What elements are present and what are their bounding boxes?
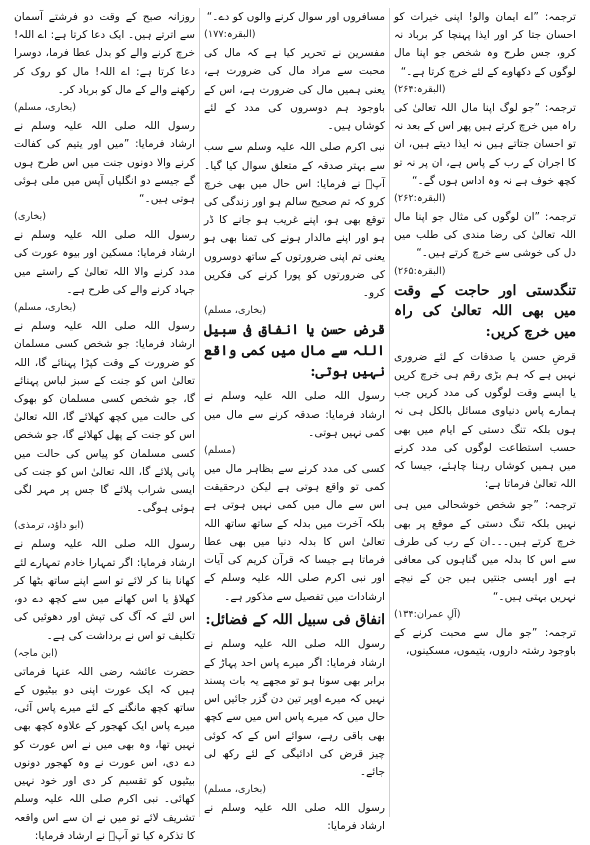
citation: (ابن ماجہ)	[14, 647, 58, 659]
citation: (بخاری، مسلم)	[14, 102, 77, 114]
citation: (البقرہ:۲۶۴)	[394, 83, 446, 95]
paragraph: ترجمہ: ”جو لوگ اپنا مال اللہ تعالیٰ کی راہ میں خرچ کرتے ہیں پھر اس کے بعد نہ تو احسان جتاتے ہیں نہ ایذا دیتے ہیں، ان کا اجران کے رب کے پاس ہے، ان پر نہ تو کچھ خوف ہے نہ وہ اداس ہوں گے۔“	[394, 101, 576, 187]
citation: (البقرہ:۱۷۷)	[204, 29, 256, 41]
column-middle	[200, 8, 390, 833]
paragraph: حضرت عائشہ رضی اللہ عنہا فرماتی ہیں کہ ایک عورت اپنی دو بیٹیوں کے ساتھ کچھ مانگنے کے لئے میرے پاس آئی، میرے پاس ایک کھجور کے علاوہ کچھ بھی نہیں تھا، وہ بھی میں نے اس عورت کو دے دی، اس عورت نے وہ کھجور دونوں بیٹیوں کو تقسیم کر دی اور خود نہیں کھائی۔ نبی اکرم صلی اللہ علیہ وسلم تشریف لائے تو میں نے ان سے اس واقعہ کا تذکرہ کیا تو آپؐ نے ارشاد فرمایا:	[14, 665, 195, 842]
citation: (بخاری، مسلم)	[204, 305, 267, 317]
citation: (آلِ عمران:۱۳۴)	[394, 608, 461, 620]
paragraph: رسول اللہ صلی اللہ علیہ وسلم نے ارشاد فرمایا: صدقہ کرنے سے مال میں کمی نہیں ہوتی۔	[204, 390, 385, 439]
paragraph: مفسرین نے تحریر کیا ہے کہ مال کی محبت سے مراد مال کی ضرورت ہے، یعنی ہمیں مال کی ضرورت ہے، اس کے باوجود ہم دوسروں کی مدد کے لئے کوشاں ہیں۔	[204, 47, 385, 133]
paragraph: قرضِ حسن یا صدقات کے لئے ضروری نہیں ہے کہ ہم بڑی رقم ہی خرچ کریں یا ایسے وقت لوگوں کی مدد کریں جب ہمارے پاس دنیاوی مسائل بالکل ہی نہ ہوں بلکہ تنگ دستی کے ایام میں بھی حسب استطاعت لوگوں کی مدد کرنے میں ہمیں کوشاں رہنا چاہئے، جیسا کہ اللہ تعالیٰ فرماتا ہے:	[394, 350, 576, 491]
citation: (مسلم)	[204, 445, 236, 456]
paragraph: رسول اللہ صلی اللہ علیہ وسلم نے ارشاد فرمایا: اگر میرے پاس احد پہاڑ کے برابر بھی سونا ہو تو مجھے یہ بات پسند نہیں کہ میرے اوپر تین دن گزر جائیں اس حال میں کہ میرے پاس اس میں سے کچھ بھی باقی رہے، سوائے اس کے کہ کوئی چیز قرض کی ادائیگی کے لئے رکھ لی جائے۔	[204, 638, 385, 778]
paragraph: ترجمہ: ”اے ایمان والو! اپنی خیرات کو احسان جتا کر اور ایذا پہنچا کر برباد نہ کرو، جس طرح وہ شخص جو اپنا مال لوگوں کے دکھاوے کے لئے خرچ کرتا ہے۔“	[394, 11, 576, 78]
paragraph: رسول اللہ صلی اللہ علیہ وسلم نے ارشاد فرمایا: ”میں اور یتیم کی کفالت کرنے والا دونوں جنت میں اس طرح ہوں گے جیسے دو انگلیاں آپس میں ملی ہوئی ہوتی ہیں۔“	[14, 120, 195, 205]
text-columns	[10, 8, 580, 842]
section-heading: انفاق فی سبیل اللہ کے فضائل:	[205, 611, 385, 628]
citation: (بخاری، مسلم)	[204, 784, 267, 796]
section-heading: قرضِ حسن یا انفاق فی سبیل اللہ سے مال میں کمی واقع نہیں ہوتی:	[204, 322, 385, 380]
paragraph: کسی کی مدد کرنے سے بظاہر مال میں کمی تو واقع ہوتی ہے لیکن درحقیقت اس سے مال میں کمی نہیں ہوتی ہے بلکہ آخرت میں بدلہ کے ساتھ ساتھ اللہ تعالیٰ اس کا بدلہ دنیا میں بھی عطا فرماتا ہے جیسا کہ قرآن کریم کی آیات اور نبی اکرم صلی اللہ علیہ وسلم کے ارشادات میں تفصیل سے مذکور ہے۔	[204, 463, 385, 603]
paragraph: روزانہ صبح کے وقت دو فرشتے آسمان سے اترتے ہیں۔ ایک دعا کرتا ہے: اے اللہ! خرچ کرنے والے کو بدل عطا فرما، دوسرا دعا کرتا ہے: اے اللہ! مال کو روک کر رکھنے والے کے مال کو برباد کر۔	[14, 11, 195, 96]
paragraph: رسول اللہ صلی اللہ علیہ وسلم نے ارشاد فرمایا:	[204, 802, 385, 833]
paragraph: رسول اللہ صلی اللہ علیہ وسلم نے ارشاد فرمایا: اگر تمہارا خادم تمہارے لئے کھانا بنا کر لائے تو اسے اپنے ساتھ بٹھا کر کھلاؤ یا اس کھانے میں سے کچھ دے دو، اس لئے کہ آگ کی تپش اور دھوئیں کی تکلیف تو اس نے برداشت کی ہے۔	[14, 538, 195, 642]
section-heading: تنگدستی اور حاجت کے وقت میں بھی اللہ تعالیٰ کی راہ میں خرچ کریں:	[394, 282, 576, 340]
citation: (البقرہ:۲۶۲)	[394, 192, 446, 204]
paragraph: رسول اللہ صلی اللہ علیہ وسلم نے ارشاد فرمایا: مسکین اور بیوہ عورت کی مدد کرنے والا اللہ تعالیٰ کے راستے میں جہاد کرنے والے کی طرح ہے۔	[14, 229, 195, 296]
paragraph: رسول اللہ صلی اللہ علیہ وسلم نے ارشاد فرمایا: جو شخص کسی مسلمان کو ضرورت کے وقت کپڑا پہنائے گا، اللہ تعالیٰ اس کو جنت کے سبز لباس پہنائے گا، جو شخص کسی مسلمان کو بھوک کی حالت میں کچھ کھلائے گا، اللہ تعالیٰ اس کو جنت کے پھل کھلائے گا، جو شخص کسی مسلمان کو پیاس کی حالت میں پانی پلائے گا، اللہ تعالیٰ اس کو جنت کی ایسی شراب پلائے گا جس پر مہر لگی ہوئی ہوگی۔	[14, 320, 195, 515]
citation: (ابو داؤد، ترمذی)	[14, 520, 84, 532]
paragraph: ترجمہ: ”جو مال سے محبت کرنے کے باوجود رشتہ داروں، یتیموں، مسکینوں،	[394, 626, 576, 657]
paragraph: مسافروں اور سوال کرنے والوں کو دے۔“	[206, 11, 385, 23]
citation: (البقرہ:۲۶۵)	[394, 265, 446, 277]
paragraph: نبی اکرم صلی اللہ علیہ وسلم سے سب سے بہتر صدقہ کے متعلق سوال کیا گیا۔ آپؐ نے فرمایا: اس حال میں بھی خرچ کرو کہ تم صحیح سالم ہو اور زندگی کی توقع بھی ہو، اپنے غریب ہو جانے کا ڈر ہو اور اپنے مالدار ہونے کی تمنا بھی ہو یعنی تم اپنی ضرورتوں کے ساتھ دوسروں کی ضرورتوں کو پورا کرنے کی فکریں کرو۔	[204, 141, 385, 300]
paragraph: ترجمہ: ”ان لوگوں کی مثال جو اپنا مال اللہ تعالیٰ کی رضا مندی کی طلب میں دل کی خوشی سے خرچ کرتے ہیں۔“	[394, 210, 576, 260]
column-left	[10, 8, 200, 842]
paragraph: ترجمہ: ”جو شخص خوشحالی میں ہی نہیں بلکہ تنگ دستی کے موقع پر بھی خرچ کرتے ہیں۔۔۔ان کے رب کی طرف سے اس کا بدلہ میں گناہوں کی معافی ہے اور ایسی جنتیں ہیں جن کے نیچے نہریں بہتی ہیں۔“	[394, 499, 576, 603]
column-right	[390, 8, 580, 817]
citation: (بخاری)	[14, 211, 47, 223]
citation: (بخاری، مسلم)	[14, 302, 77, 314]
